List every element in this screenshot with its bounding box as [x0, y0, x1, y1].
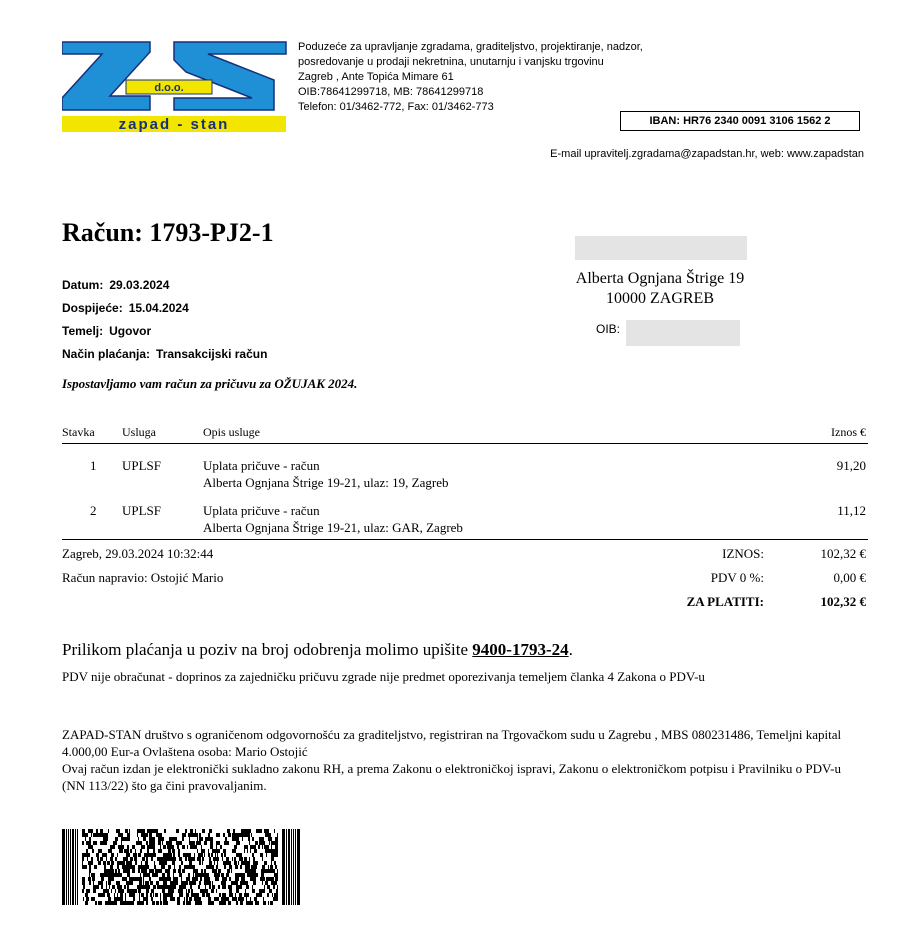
recipient-street: Alberta Ognjana Štrige 19	[575, 270, 745, 287]
meta-payment	[62, 347, 267, 361]
vat-note: PDV nije obračunat - doprinos za zajedničku pričuvu zgrade nije predmet oporezivanja temeljem članka 4 Zakona o PDV-u	[62, 669, 705, 684]
row-1-amount: 91,20	[836, 458, 866, 473]
payment-reference-text: Prilikom plaćanja u poziv na broj odobrenja molimo upišite	[62, 640, 473, 659]
table-header-divider	[62, 443, 868, 444]
logo-suffix: d.o.o.	[154, 82, 184, 94]
col-header-service: Usluga	[122, 425, 156, 439]
recipient-oib-label: OIB:	[596, 322, 621, 336]
electronic-notice: Ovaj račun izdan je elektronički sukladno zakonu RH, a prema Zakonu o elektroničkoj ispravi, Zakonu o elektroničkom potpisu i Pravilniku o PDV-u (NN 113/22) što ga čini pravovaljanim.	[62, 761, 841, 793]
pdv-value: 0,00 €	[833, 570, 866, 585]
payment-reference-line	[62, 640, 573, 660]
col-header-amount: Iznos €	[831, 425, 866, 439]
row-2-service: UPLSF	[122, 503, 162, 518]
row-2-item: 2	[90, 503, 97, 518]
legal-notice: ZAPAD-STAN društvo s ograničenom odgovornošću za graditeljstvo, registriran na Trgovačkom sudu u Zagrebu , MBS 080231486, Temeljni kapital 4.000,00 Eur-a Ovlaštena osoba: Mario Ostojić	[62, 727, 842, 759]
place-datetime: Zagreb, 29.03.2024 10:32:44	[62, 546, 214, 561]
iban-box: IBAN: HR76 2340 0091 3106 1562 2	[620, 111, 860, 131]
payment-reference-end: .	[568, 640, 573, 659]
row-2-desc: Uplata pričuve - račun	[203, 503, 320, 518]
company-desc-line-1: Poduzeće za upravljanje zgradama, graditeljstvo, projektiranje, nadzor,	[298, 41, 643, 53]
made-by: Račun napravio: Ostojić Mario	[62, 570, 224, 585]
row-1-item: 1	[90, 458, 97, 473]
company-email: E-mail upravitelj.zgradama@zapadstan.hr, web: www.zapadstan	[550, 148, 864, 160]
meta-basis	[62, 324, 151, 338]
pdv-label: PDV 0 %:	[710, 570, 764, 585]
meta-payment-value: Transakcijski račun	[156, 347, 268, 361]
meta-payment-label: Način plaćanja:	[62, 347, 151, 361]
redacted-recipient-name	[575, 236, 747, 260]
company-desc-line-2: posredovanje u prodaji nekretnina, unutarnju i vanjsku trgovinu	[298, 56, 604, 68]
payment-reference-number: 9400-1793-24	[472, 640, 569, 659]
meta-due	[62, 301, 189, 315]
row-1-service: UPLSF	[122, 458, 162, 473]
invoice-intro: Ispostavljamo vam račun za pričuvu za OŽUJAK 2024.	[62, 376, 358, 391]
total-label: ZA PLATITI:	[686, 594, 764, 609]
meta-basis-label: Temelj:	[62, 324, 104, 338]
meta-basis-value: Ugovor	[109, 324, 152, 338]
payment-barcode	[62, 829, 302, 905]
table-footer-divider	[62, 539, 868, 540]
meta-date	[62, 278, 169, 292]
company-oib: OIB:78641299718, MB: 78641299718	[298, 86, 484, 98]
row-2-desc-address: Alberta Ognjana Štrige 19-21, ulaz: GAR, Zagreb	[203, 520, 463, 535]
recipient-city: 10000 ZAGREB	[606, 290, 714, 307]
meta-date-value: 29.03.2024	[109, 278, 170, 292]
meta-due-value: 15.04.2024	[128, 301, 189, 315]
col-header-item: Stavka	[62, 425, 95, 439]
row-1-desc: Uplata pričuve - račun	[203, 458, 320, 473]
meta-due-label: Dospijeće:	[62, 301, 123, 315]
row-2-amount: 11,12	[837, 503, 866, 518]
meta-date-label: Datum:	[62, 278, 104, 292]
col-header-desc: Opis usluge	[203, 425, 260, 439]
iznos-value: 102,32 €	[820, 546, 866, 561]
company-logo	[62, 40, 288, 134]
iznos-label: IZNOS:	[722, 546, 764, 561]
redacted-recipient-oib	[626, 320, 740, 346]
logo-wordmark: zapad - stan	[118, 116, 230, 133]
invoice-title: Račun: 1793-PJ2-1	[62, 218, 274, 247]
company-phone: Telefon: 01/3462-772, Fax: 01/3462-773	[298, 101, 494, 113]
row-1-desc-address: Alberta Ognjana Štrige 19-21, ulaz: 19, Zagreb	[203, 475, 449, 490]
company-address: Zagreb , Ante Topića Mimare 61	[298, 71, 454, 83]
total-value: 102,32 €	[820, 594, 866, 609]
